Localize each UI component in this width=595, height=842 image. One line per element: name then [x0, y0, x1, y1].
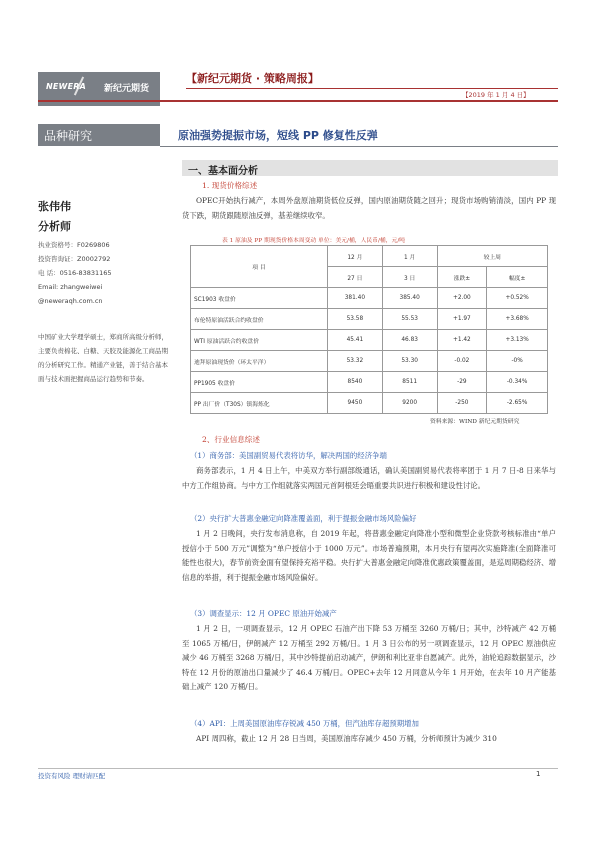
paragraph: OPEC开始执行减产，本周外盘原油期货低位反弹，国内原油期货随之回升；现货市场购销清淡，国内 PP 现货下跌，期货跟随原油反弹，基差继续收窄。	[182, 196, 556, 220]
table-row	[191, 330, 548, 351]
row-percent: +0.52%	[487, 288, 548, 309]
row-item: SC1903 收盘价	[191, 288, 328, 309]
footer-disclaimer: 投资有风险 理财请匹配	[38, 772, 106, 780]
row-item: 迪拜原油现货价（环太平洋）	[191, 351, 328, 372]
title-underline	[160, 146, 558, 147]
news-paragraph: 1 月 2 日，一项调查显示，12 月 OPEC 石油产出下降 53 万桶至 3260 万桶/日；其中，沙特减产 42 万桶至 1065 万桶/日，伊朗减产 12 万桶至 292 万桶/日。1 月 3 日公布的另一项调查显示，12 月 OPEC 原油供应减少 46 万桶至 3268 万桶/日，其中沙特提前启动减产，伊朗和利比亚非自愿减产。此外，油轮追踪数据显示，沙特在 12 月份的原油出口量减少了 46.4 万桶/日。OPEC+去年 12 月同意从今年 1 月开始，在去年 10 月产能基础上减产 120 万桶/日。	[182, 624, 556, 691]
row-item: WTI 原油活跃合约收盘价	[191, 330, 328, 351]
section-title: 一、基本面分析	[188, 166, 258, 177]
header-col1-bottom: 27 日	[328, 267, 383, 288]
author-phone: 电 话：0516-83831165	[38, 269, 112, 277]
page-number: 1	[536, 770, 541, 778]
table-row	[191, 288, 548, 309]
table-row	[191, 309, 548, 330]
row-value-1: 381.40	[328, 288, 383, 309]
author-email-domain: @neweraqh.com.cn	[38, 297, 103, 305]
author-name: 张伟伟	[38, 200, 71, 213]
author-email: Email: zhangweiwei	[38, 283, 103, 291]
header-compare: 较上周	[437, 246, 547, 267]
header-item: 项 目	[191, 246, 328, 288]
header-col2-top: 1 月	[382, 246, 437, 267]
report-date: 【2019 年 1 月 4 日】	[462, 91, 530, 99]
row-value-2: 55.53	[382, 309, 437, 330]
row-percent: -0%	[487, 351, 548, 372]
row-item: 布伦特原油活跃合约收盘价	[191, 309, 328, 330]
logo-cn-name: 新纪元期货	[104, 84, 150, 94]
row-change: +1.42	[437, 330, 487, 351]
row-change: -29	[437, 372, 487, 393]
row-change: +1.97	[437, 309, 487, 330]
header-pct: 幅度±	[487, 267, 548, 288]
row-change: +2.00	[437, 288, 487, 309]
news-heading: （4）API：上周美国原油库存锐减 450 万桶，但汽油库存超预期增加	[190, 719, 419, 728]
subsection-heading: 1. 现货价格综述	[202, 181, 258, 190]
row-value-2: 8511	[382, 372, 437, 393]
report-header-title: 【新纪元期货 · 策略周报】	[186, 72, 319, 85]
news-paragraph: 1 月 2 日晚间，央行发布消息称，自 2019 年起，将普惠金融定向降准小型和微型企业贷款考核标准由“单户授信小于 500 万元”调整为“单户授信小于 1000 万元”。市场普遍预期，本月央行有望再次实施降准(全面降准可能性也很大)，春节前资金面有望保持充裕平稳。央行扩大普惠金融定向降准优惠政策覆盖面，是巡周期稳经济、增信息的举措，利于提振金融市场风险偏好。	[182, 529, 556, 582]
logo-brand: NEWERA	[46, 82, 87, 91]
table-row	[191, 351, 548, 372]
row-change: -250	[437, 393, 487, 414]
row-percent: +3.68%	[487, 309, 548, 330]
row-percent: +3.13%	[487, 330, 548, 351]
document-title: 原油强势提振市场，短线 PP 修复性反弹	[178, 129, 378, 142]
author-contact	[38, 238, 112, 308]
table-caption: 表 1 原油及 PP 期现货价格本周变动 单位：美元/桶，人民币/桶，元/吨	[222, 238, 406, 244]
header-divider	[186, 88, 558, 89]
row-item: PP 出厂价（T30S）镇海炼化	[191, 393, 328, 414]
row-value-2: 53.30	[382, 351, 437, 372]
news-paragraph: 商务部表示，1 月 4 日上午，中美双方举行副部级通话，确认美国副贸易代表将率团于 1 月 7 日-8 日来华与中方工作组协商。与中方工作组就落实两国元首阿根廷会晤重要共识进行积极和建设性讨论。	[182, 466, 556, 490]
row-value-2: 9200	[382, 393, 437, 414]
footer-divider	[38, 768, 558, 769]
news-heading: （1）商务部：美国副贸易代表将访华，解决两国的经济争端	[190, 451, 387, 460]
sidebar-label: 品种研究	[44, 129, 93, 143]
table-row	[191, 372, 548, 393]
row-item: PP1905 收盘价	[191, 372, 328, 393]
header-chg: 涨跌±	[437, 267, 487, 288]
news-heading: （2）央行扩大普惠金融定向降准覆盖面，利于提振金融市场风险偏好	[190, 514, 417, 523]
table-row	[191, 393, 548, 414]
row-percent: -2.65%	[487, 393, 548, 414]
row-value-1: 53.32	[328, 351, 383, 372]
news-heading: （3）调查显示：12 月 OPEC 原油开始减产	[190, 609, 337, 618]
row-value-2: 385.40	[382, 288, 437, 309]
author-role: 分析师	[38, 220, 71, 233]
row-value-2: 46.83	[382, 330, 437, 351]
header-col2-bottom: 3 日	[382, 267, 437, 288]
row-value-1: 8540	[328, 372, 383, 393]
price-table	[190, 245, 548, 414]
table-header-row	[191, 246, 548, 267]
header-rule	[38, 100, 558, 102]
row-value-1: 53.58	[328, 309, 383, 330]
author-bio: 中国矿业大学理学硕士，郑商所高级分析师，主要负责棉花、白糖、天胶及能源化工商品期的分析研究工作。精通产业链，善于结合基本面与技术面把握商品运行趋势和节奏。	[38, 333, 168, 383]
row-percent: -0.34%	[487, 372, 548, 393]
row-value-1: 45.41	[328, 330, 383, 351]
row-change: -0.02	[437, 351, 487, 372]
author-consult-cert: 投资咨询证：Z0002792	[38, 255, 111, 263]
subsection-heading: 2、行业信息综述	[202, 435, 260, 444]
table-source: 资料来源：WIND 新纪元期货研究	[430, 419, 520, 425]
row-value-1: 9450	[328, 393, 383, 414]
news-paragraph: API 周四称，截止 12 月 28 日当周，美国原油库存减少 450 万桶，分析师预计为减少 310	[196, 734, 497, 743]
header-col1-top: 12 月	[328, 246, 383, 267]
author-license: 执业资格号：F0269806	[38, 241, 110, 249]
